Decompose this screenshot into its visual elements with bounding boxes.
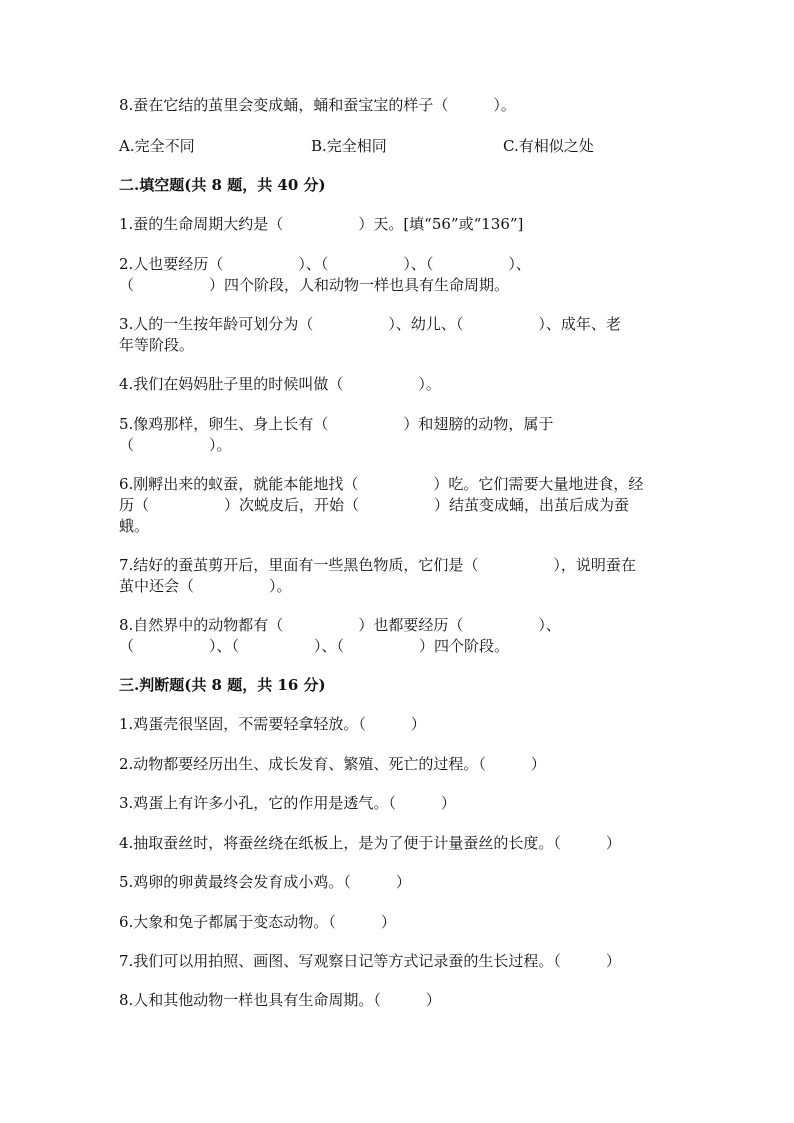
- option-c: C.有相似之处: [503, 137, 594, 155]
- judge-question-1: 1.鸡蛋壳很坚固，不需要轻拿轻放。（ ）: [119, 715, 426, 733]
- fill-question-8-line-1: 8.自然界中的动物都有（ ）也都要经历（ ）、: [119, 616, 561, 634]
- fill-question-6-line-3: 蛾。: [119, 517, 150, 535]
- fill-question-5-line-2: （ ）。: [119, 436, 232, 454]
- judge-question-5: 5.鸡卵的卵黄最终会发育成小鸡。（ ）: [119, 873, 411, 891]
- judge-question-3: 3.鸡蛋上有许多小孔，它的作用是透气。（ ）: [119, 794, 456, 812]
- fill-question-5-line-1: 5.像鸡那样，卵生、身上长有（ ）和翅膀的动物，属于: [119, 415, 554, 433]
- option-a: A.完全不同: [119, 137, 195, 155]
- fill-question-2-line-2: （ ）四个阶段，人和动物一样也具有生命周期。: [119, 276, 510, 294]
- fill-question-4-line-1: 4.我们在妈妈肚子里的时候叫做（ ）。: [119, 375, 441, 393]
- fill-question-3-line-2: 年等阶段。: [119, 336, 195, 354]
- section-heading-fill-blank: 二.填空题(共 8 题，共 40 分): [119, 176, 326, 194]
- fill-question-7-line-2: 茧中还会（ ）。: [119, 577, 292, 595]
- fill-question-8-line-2: （ ）、（ ）、（ ）四个阶段。: [119, 637, 510, 655]
- judge-question-2: 2.动物都要经历出生、成长发育、繁殖、死亡的过程。（ ）: [119, 755, 546, 773]
- fill-question-3-line-1: 3.人的一生按年龄可划分为（ ）、幼儿、（ ）、成年、老: [119, 315, 621, 333]
- judge-question-8: 8.人和其他动物一样也具有生命周期。（ ）: [119, 991, 441, 1009]
- fill-question-7-line-1: 7.结好的蚕茧剪开后，里面有一些黑色物质，它们是（ ），说明蚕在: [119, 556, 636, 574]
- judge-question-6: 6.大象和兔子都属于变态动物。（ ）: [119, 913, 396, 931]
- fill-question-1-line-1: 1.蚕的生命周期大约是（ ）天。[填“56”或“136”]: [119, 215, 524, 233]
- fill-question-2-line-1: 2.人也要经历（ ）、（ ）、（ ）、: [119, 255, 531, 273]
- section-heading-true-false: 三.判断题(共 8 题，共 16 分): [119, 676, 326, 694]
- judge-question-7: 7.我们可以用拍照、画图、写观察日记等方式记录蚕的生长过程。（ ）: [119, 952, 621, 970]
- fill-question-6-line-2: 历（ ）次蜕皮后，开始（ ）结茧变成蛹，出茧后成为蚕: [119, 496, 630, 514]
- fill-question-6-line-1: 6.刚孵出来的蚁蚕，就能本能地找（ ）吃。它们需要大量地进食，经: [119, 475, 644, 493]
- judge-question-4: 4.抽取蚕丝时，将蚕丝绕在纸板上，是为了便于计量蚕丝的长度。（ ）: [119, 834, 621, 852]
- question-stem: 8.蚕在它结的茧里会变成蛹，蛹和蚕宝宝的样子（ ）。: [119, 96, 516, 114]
- option-b: B.完全相同: [311, 137, 387, 155]
